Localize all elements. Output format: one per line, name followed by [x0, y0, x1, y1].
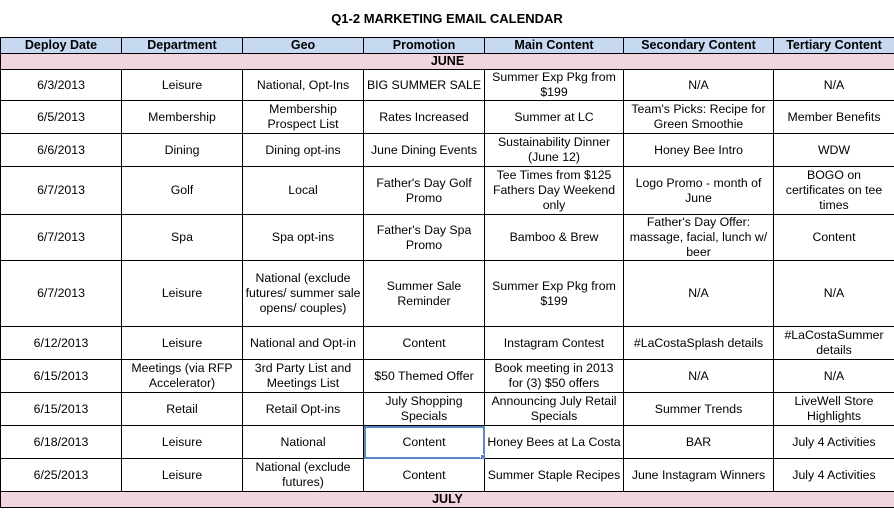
table-cell[interactable]: Summer Exp Pkg from $199: [485, 261, 624, 327]
table-cell[interactable]: Spa opt-ins: [243, 215, 364, 261]
table-cell[interactable]: WDW: [774, 134, 894, 167]
table-cell[interactable]: N/A: [774, 360, 894, 393]
table-row: [1, 426, 894, 459]
header-row: [1, 38, 894, 54]
table-cell[interactable]: Father's Day Offer: massage, facial, lunch w/ beer: [624, 215, 774, 261]
table-cell[interactable]: Logo Promo - month of June: [624, 167, 774, 215]
table-cell[interactable]: 6/15/2013: [1, 393, 122, 426]
table-cell[interactable]: Local: [243, 167, 364, 215]
table-cell[interactable]: N/A: [774, 70, 894, 101]
table-cell[interactable]: #LaCostaSummer details: [774, 327, 894, 360]
selected-cell[interactable]: Content: [364, 426, 485, 459]
table-cell[interactable]: Leisure: [122, 459, 243, 492]
table-cell[interactable]: Dining opt-ins: [243, 134, 364, 167]
table-cell[interactable]: Instagram Contest: [485, 327, 624, 360]
table-cell[interactable]: 6/18/2013: [1, 426, 122, 459]
table-cell[interactable]: Father's Day Spa Promo: [364, 215, 485, 261]
column-header[interactable]: Deploy Date: [1, 38, 122, 54]
table-cell[interactable]: Meetings (via RFP Accelerator): [122, 360, 243, 393]
table-cell[interactable]: July 4 Activities: [774, 426, 894, 459]
month-label[interactable]: JULY: [1, 492, 894, 508]
table-cell[interactable]: Leisure: [122, 261, 243, 327]
table-cell[interactable]: Summer Sale Reminder: [364, 261, 485, 327]
table-cell[interactable]: National (exclude futures): [243, 459, 364, 492]
table-cell[interactable]: Summer Exp Pkg from $199: [485, 70, 624, 101]
table-row: [1, 215, 894, 261]
column-header[interactable]: Department: [122, 38, 243, 54]
table-cell[interactable]: Leisure: [122, 70, 243, 101]
table-cell[interactable]: N/A: [624, 360, 774, 393]
table-cell[interactable]: Content: [364, 459, 485, 492]
table-cell[interactable]: June Instagram Winners: [624, 459, 774, 492]
table-cell[interactable]: LiveWell Store Highlights: [774, 393, 894, 426]
table-cell[interactable]: Team's Picks: Recipe for Green Smoothie: [624, 101, 774, 134]
table-cell[interactable]: 6/25/2013: [1, 459, 122, 492]
table-cell[interactable]: Honey Bees at La Costa: [485, 426, 624, 459]
table-row: [1, 70, 894, 101]
page-title: Q1-2 MARKETING EMAIL CALENDAR: [331, 11, 563, 26]
table-row: [1, 167, 894, 215]
table-cell[interactable]: July 4 Activities: [774, 459, 894, 492]
table-row: [1, 393, 894, 426]
table-cell[interactable]: June Dining Events: [364, 134, 485, 167]
table-cell[interactable]: Content: [774, 215, 894, 261]
month-row-july: [1, 492, 894, 508]
table-cell[interactable]: 6/12/2013: [1, 327, 122, 360]
table-row: [1, 134, 894, 167]
table-cell[interactable]: 6/6/2013: [1, 134, 122, 167]
table-cell[interactable]: Tee Times from $125 Fathers Day Weekend only: [485, 167, 624, 215]
table-cell[interactable]: National (exclude futures/ summer sale opens/ couples): [243, 261, 364, 327]
column-header[interactable]: Secondary Content: [624, 38, 774, 54]
table-cell[interactable]: Leisure: [122, 327, 243, 360]
table-cell[interactable]: N/A: [624, 70, 774, 101]
table-cell[interactable]: $50 Themed Offer: [364, 360, 485, 393]
table-cell[interactable]: N/A: [774, 261, 894, 327]
month-row-june: [1, 54, 894, 70]
table-cell[interactable]: 6/5/2013: [1, 101, 122, 134]
table-cell[interactable]: Summer at LC: [485, 101, 624, 134]
table-cell[interactable]: Membership: [122, 101, 243, 134]
table-cell[interactable]: Leisure: [122, 426, 243, 459]
table-cell[interactable]: 6/7/2013: [1, 261, 122, 327]
table-cell[interactable]: 3rd Party List and Meetings List: [243, 360, 364, 393]
table-cell[interactable]: Father's Day Golf Promo: [364, 167, 485, 215]
column-header[interactable]: Promotion: [364, 38, 485, 54]
table-cell[interactable]: Retail Opt-ins: [243, 393, 364, 426]
column-header[interactable]: Geo: [243, 38, 364, 54]
table-row: [1, 459, 894, 492]
table-cell[interactable]: 6/7/2013: [1, 215, 122, 261]
table-cell[interactable]: Membership Prospect List: [243, 101, 364, 134]
table-cell[interactable]: 6/3/2013: [1, 70, 122, 101]
table-cell[interactable]: Summer Staple Recipes: [485, 459, 624, 492]
table-cell[interactable]: Sustainability Dinner (June 12): [485, 134, 624, 167]
table-cell[interactable]: Rates Increased: [364, 101, 485, 134]
table-cell[interactable]: July Shopping Specials: [364, 393, 485, 426]
table-cell[interactable]: Spa: [122, 215, 243, 261]
table-row: [1, 327, 894, 360]
table-cell[interactable]: Retail: [122, 393, 243, 426]
table-cell[interactable]: #LaCostaSplash details: [624, 327, 774, 360]
month-label[interactable]: JUNE: [1, 54, 894, 70]
table-cell[interactable]: National, Opt-Ins: [243, 70, 364, 101]
table-cell[interactable]: Honey Bee Intro: [624, 134, 774, 167]
table-cell[interactable]: Member Benefits: [774, 101, 894, 134]
table-cell[interactable]: Golf: [122, 167, 243, 215]
table-cell[interactable]: BIG SUMMER SALE: [364, 70, 485, 101]
table-cell[interactable]: Content: [364, 327, 485, 360]
table-cell[interactable]: N/A: [624, 261, 774, 327]
table-cell[interactable]: BAR: [624, 426, 774, 459]
table-cell[interactable]: BOGO on certificates on tee times: [774, 167, 894, 215]
calendar-table: [0, 37, 894, 508]
table-row: [1, 360, 894, 393]
table-cell[interactable]: Book meeting in 2013 for (3) $50 offers: [485, 360, 624, 393]
table-cell[interactable]: Dining: [122, 134, 243, 167]
table-cell[interactable]: 6/7/2013: [1, 167, 122, 215]
table-cell[interactable]: National: [243, 426, 364, 459]
table-row: [1, 101, 894, 134]
column-header[interactable]: Main Content: [485, 38, 624, 54]
column-header[interactable]: Tertiary Content: [774, 38, 894, 54]
table-cell[interactable]: Bamboo & Brew: [485, 215, 624, 261]
table-row: [1, 261, 894, 327]
fill-handle[interactable]: [480, 454, 485, 459]
table-cell[interactable]: Summer Trends: [624, 393, 774, 426]
table-cell[interactable]: Announcing July Retail Specials: [485, 393, 624, 426]
table-cell[interactable]: 6/15/2013: [1, 360, 122, 393]
table-cell[interactable]: National and Opt-in: [243, 327, 364, 360]
